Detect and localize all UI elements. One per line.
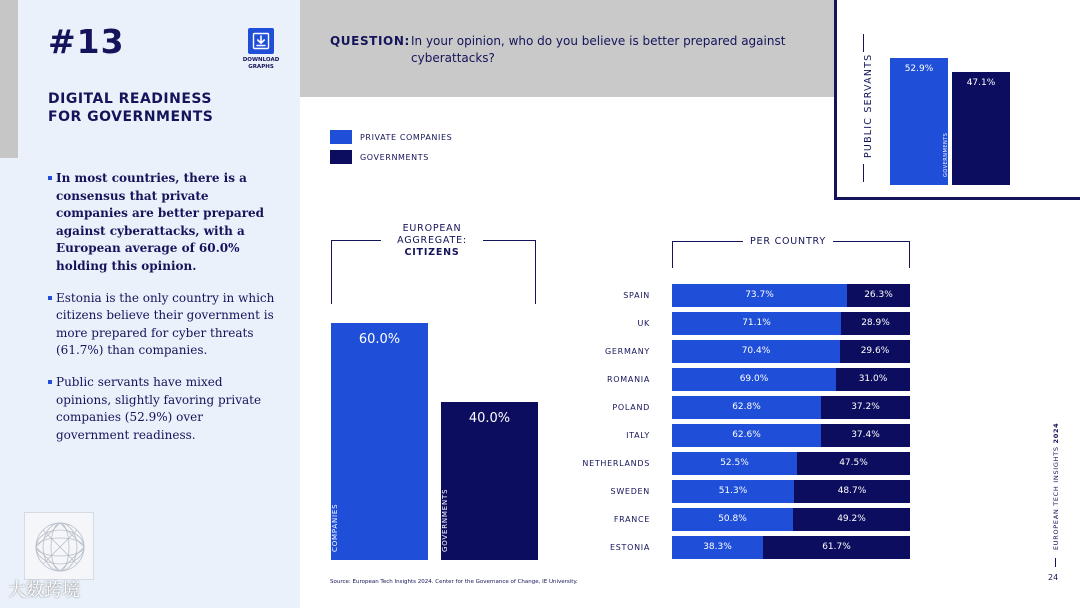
country-label: ROMANIA: [607, 375, 650, 384]
bullet-item: Estonia is the only country in which citizens believe their government is more prepared for cyber threats (61.7%) than companies.: [48, 290, 280, 360]
country-label: SPAIN: [623, 291, 650, 300]
geodesic-sphere-icon: [24, 512, 94, 580]
aggregate-value-label: 40.0%: [468, 411, 511, 426]
question: [330, 33, 790, 65]
ps-divider-top: [863, 34, 864, 52]
ps-value-label: 52.9%: [904, 64, 934, 74]
bar-segment-governments: 48.7%: [794, 480, 910, 503]
bar-segment-governments: 28.9%: [841, 312, 910, 335]
side-label: EUROPEAN TECH INSIGHTS 2024: [1052, 422, 1060, 550]
aggregate-value-label: 60.0%: [358, 332, 401, 347]
bar-segment-governments: 26.3%: [847, 284, 910, 307]
country-row: [560, 424, 912, 447]
aggregate-title: EUROPEAN AGGREGATE: CITIZENS: [381, 223, 483, 259]
bar-segment-private: 50.8%: [672, 508, 793, 531]
country-label: UK: [637, 319, 650, 328]
country-row: [560, 452, 912, 475]
bar-segment-private: 70.4%: [672, 340, 840, 363]
bar-segment-governments: 37.4%: [821, 424, 910, 447]
legend-swatch-governments: [330, 150, 352, 164]
bar-segment-governments: 47.5%: [797, 452, 910, 475]
per-country-title: PER COUNTRY: [743, 236, 833, 247]
bar-segment-private: 73.7%: [672, 284, 847, 307]
country-row: [560, 508, 912, 531]
download-label: DOWNLOAD GRAPHS: [242, 57, 280, 70]
legend-item-governments: [330, 150, 452, 164]
side-divider: [1055, 558, 1056, 567]
page-title: DIGITAL READINESS FOR GOVERNMENTS: [48, 91, 214, 125]
country-row: [560, 368, 912, 391]
bar-segment-private: 62.8%: [672, 396, 821, 419]
bullet-item: Public servants have mixed opinions, slightly favoring private companies (52.9%) over government readiness.: [48, 374, 280, 444]
legend-swatch-private: [330, 130, 352, 144]
country-label: NETHERLANDS: [582, 459, 650, 468]
country-row: [560, 312, 912, 335]
aggregate-bar-governments: [441, 402, 538, 560]
bar-segment-private: 69.0%: [672, 368, 836, 391]
legend-label: PRIVATE COMPANIES: [360, 132, 453, 142]
country-label: ITALY: [626, 431, 650, 440]
country-label: GERMANY: [605, 347, 650, 356]
bar-segment-private: 52.5%: [672, 452, 797, 475]
bar-segment-governments: 61.7%: [763, 536, 910, 559]
bullet-item: In most countries, there is a consensus that private companies are better prepared against cyberattacks, with a European average of 60.0% holding this opinion.: [48, 170, 280, 276]
country-row: [560, 480, 912, 503]
legend-label: GOVERNMENTS: [360, 152, 429, 162]
aggregate-category-label: PRIVATE COMPANIES: [323, 503, 339, 552]
country-row: [560, 536, 912, 559]
bullet-list: [48, 170, 280, 458]
left-accent-bar: [0, 0, 18, 158]
bar-segment-governments: 49.2%: [793, 508, 910, 531]
bar-segment-governments: 29.6%: [840, 340, 910, 363]
country-row: [560, 284, 912, 307]
aggregate-bar-private: [323, 323, 428, 560]
download-graphs-button[interactable]: [236, 28, 286, 71]
ps-value-label: 47.1%: [966, 78, 996, 88]
bar-segment-private: 62.6%: [672, 424, 821, 447]
legend-item-private: [330, 130, 452, 144]
slide-number: #13: [48, 22, 125, 61]
bar-segment-private: 38.3%: [672, 536, 763, 559]
bar-segment-governments: 37.2%: [821, 396, 910, 419]
country-row: [560, 396, 912, 419]
country-label: SWEDEN: [610, 487, 650, 496]
country-label: ESTONIA: [609, 543, 650, 552]
question-text: In your opinion, who do you believe is better prepared against cyberattacks?: [411, 34, 786, 65]
watermark: 大数跨境: [8, 580, 80, 601]
country-label: FRANCE: [613, 515, 650, 524]
bar-segment-private: 51.3%: [672, 480, 794, 503]
legend: [330, 130, 452, 170]
country-label: POLAND: [612, 403, 650, 412]
page-number: 24: [1048, 573, 1059, 582]
source-note: Source: European Tech Insights 2024. Center for the Governance of Change, IE University.: [330, 579, 578, 585]
ps-category-label: GOVERNMENTS: [943, 132, 949, 177]
ps-bar-governments: [943, 72, 1010, 185]
aggregate-category-label: GOVERNMENTS: [441, 488, 449, 552]
ps-title: PUBLIC SERVANTS: [863, 53, 874, 158]
download-icon: [248, 28, 274, 54]
bar-segment-private: 71.1%: [672, 312, 841, 335]
question-label: QUESTION:: [330, 34, 410, 48]
country-row: [560, 340, 912, 363]
ps-category-label: PRIVATE COMPANIES: [875, 143, 887, 177]
bar-segment-governments: 31.0%: [836, 368, 910, 391]
